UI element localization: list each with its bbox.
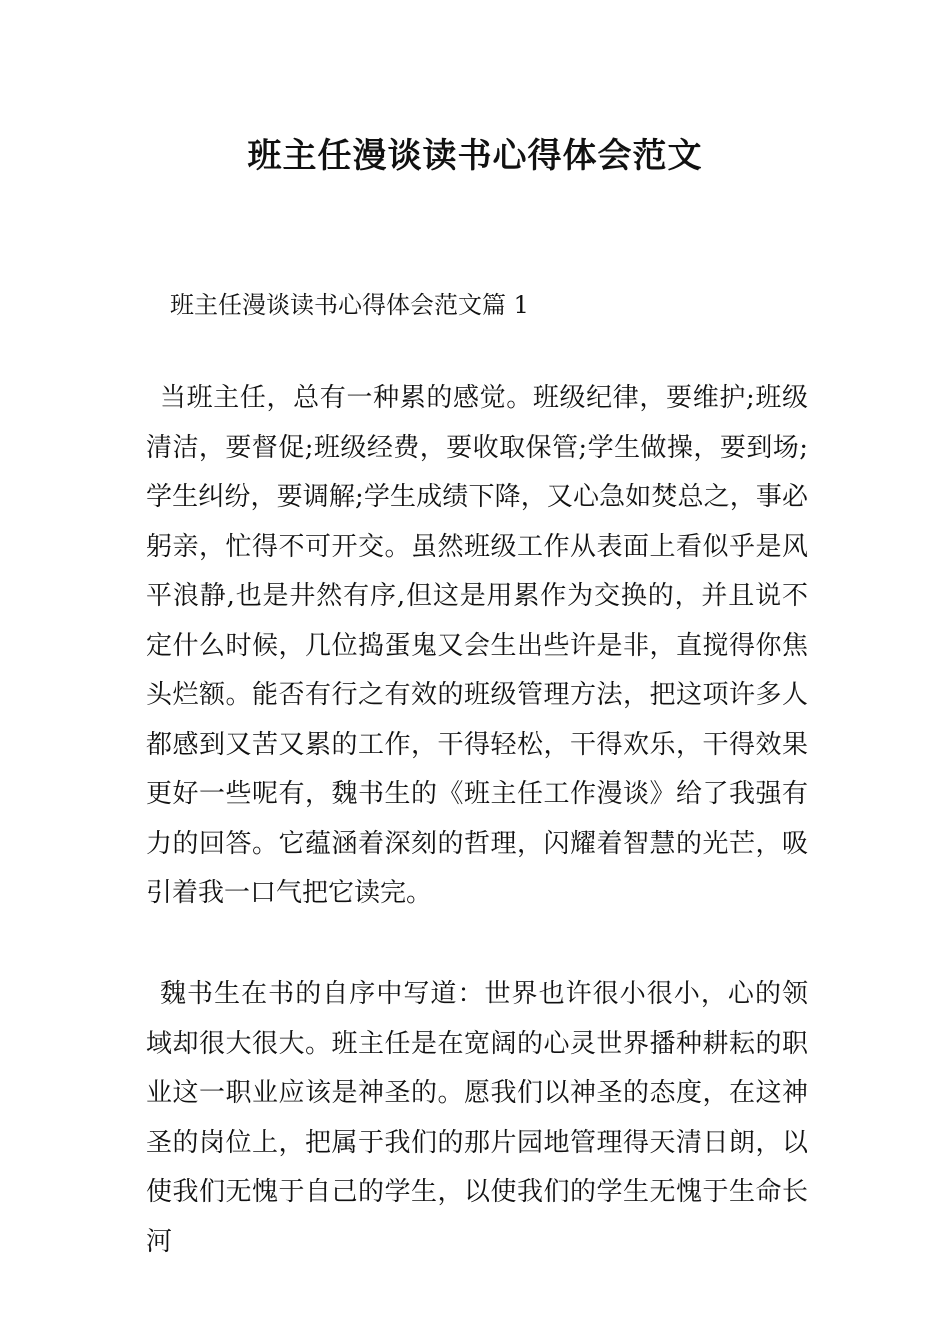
document-title: 班主任漫谈读书心得体会范文 [247,136,703,176]
body-paragraph: 魏书生在书的自序中写道：世界也许很小很小，心的领域却很大很大。班主任是在宽阔的心灵世界播种耕耘的职业这一职业应该是神圣的。愿我们以神圣的态度，在这神圣的岗位上，把属于我们的那片园地管理得天清日朗，以使我们无愧于自己的学生，以使我们的学生无愧于生命长河 [146,979,808,1257]
section-heading: 班主任漫谈读书心得体会范文篇 1 [170,291,529,319]
body-paragraph: 当班主任，总有一种累的感觉。班级纪律，要维护;班级清洁，要督促;班级经费，要收取保管;学生做操，要到场;学生纠纷，要调解;学生成绩下降，又心急如焚总之，事必躬亲，忙得不可开交。虽然班级工作从表面上看似乎是风平浪静,也是井然有序,但这是用累作为交换的，并且说不定什么时候，几位捣蛋鬼又会生出些许是非，直搅得你焦头烂额。能否有行之有效的班级管理方法，把这项许多人都感到又苦又累的工作，干得轻松，干得欢乐，干得效果更好一些呢有，魏书生的《班主任工作漫谈》给了我强有力的回答。它蕴涵着深刻的哲理，闪耀着智慧的光芒，吸引着我一口气把它读完。 [146,383,808,908]
